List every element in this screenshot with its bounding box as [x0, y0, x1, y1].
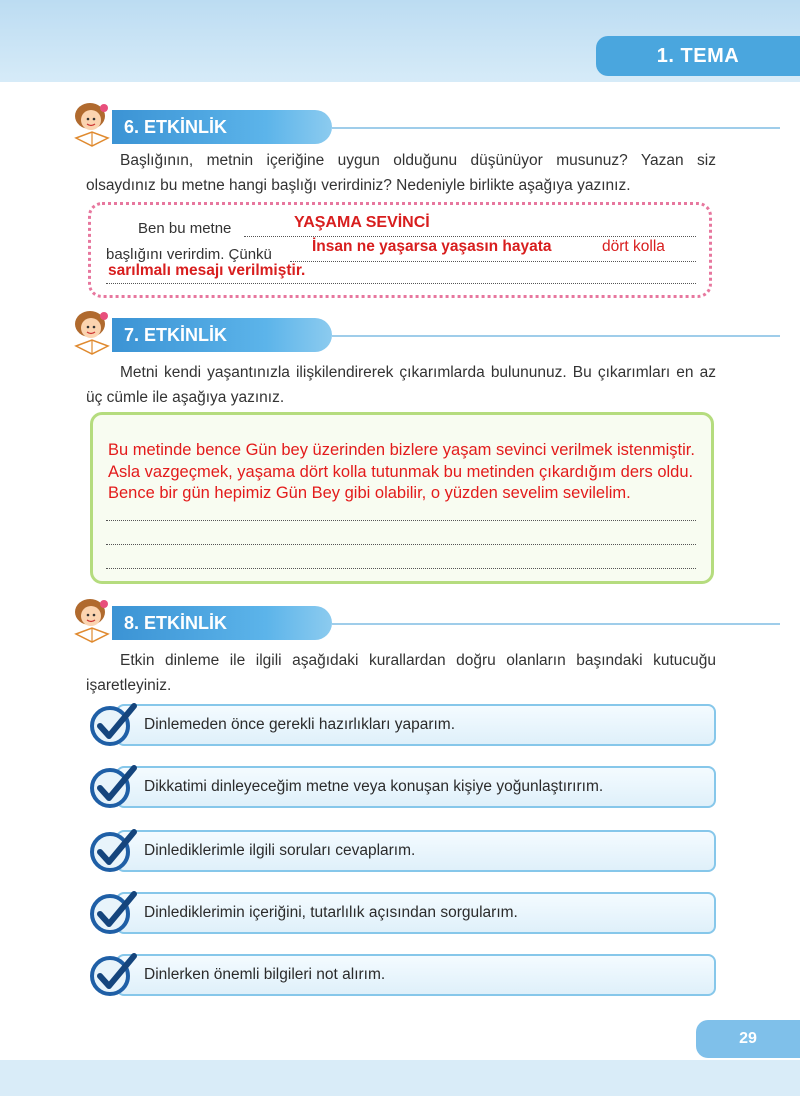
answer-line	[106, 520, 696, 521]
checkbox-checked-icon[interactable]	[88, 950, 140, 1000]
activity-6-title: 6. ETKİNLİK	[112, 110, 332, 144]
checkbox-checked-icon[interactable]	[88, 762, 140, 812]
rule-item[interactable]	[88, 826, 716, 874]
checkbox-checked-icon[interactable]	[88, 888, 140, 938]
activity-7-title: 7. ETKİNLİK	[112, 318, 332, 352]
activity-8-title: 8. ETKİNLİK	[112, 606, 332, 640]
rule-text: Dikkatimi dinleyeceğim metne veya konuşan kişiye yoğunlaştırırım.	[144, 778, 604, 795]
rule-text: Dinlerken önemli bilgileri not alırım.	[144, 966, 386, 983]
answer-line	[290, 261, 696, 262]
answer-reason-bold-2[interactable]: sarılmalı mesajı verilmiştir.	[108, 262, 306, 279]
activity-7-answer-text[interactable]: Bu metinde bence Gün bey üzerinden bizlere yaşam sevinci verilmek istenmiştir. Asla vazgeçmek, yaşama dört kolla tutunmak bu metinden çıkardığım ders oldu. Bence bir gün hepimiz Gün Bey gibi olabilir, o yüzden sevelim sevilelim.	[108, 441, 695, 502]
header-rule	[332, 335, 780, 337]
activity-6-prompt: Başlığının, metnin içeriğine uygun olduğunu düşünüyor musunuz? Yazan siz olsaydınız bu metne hangi başlığı verirdiniz? Nedeniyle birlikte aşağıya yazınız.	[86, 152, 716, 194]
answer-line	[244, 236, 696, 237]
answer-title[interactable]: YAŞAMA SEVİNCİ	[294, 214, 430, 231]
rule-item[interactable]	[88, 950, 716, 998]
checkbox-checked-icon[interactable]	[88, 700, 140, 750]
page-number: 29	[696, 1020, 800, 1058]
activity-6-header	[64, 96, 724, 156]
answer-line	[106, 568, 696, 569]
activity-8-header	[64, 592, 724, 652]
answer-line	[106, 283, 696, 284]
rule-text: Dinlediklerimle ilgili soruları cevaplarım.	[144, 842, 416, 859]
header-rule	[332, 127, 780, 129]
rule-text: Dinlemeden önce gerekli hazırlıkları yaparım.	[144, 716, 455, 733]
activity-8-prompt: Etkin dinleme ile ilgili aşağıdaki kurallardan doğru olanların başındaki kutucuğu işaretleyiniz.	[86, 652, 716, 694]
answer-reason-bold[interactable]: İnsan ne yaşarsa yaşasın hayata	[312, 238, 552, 255]
rule-item[interactable]	[88, 888, 716, 936]
label-basligini-verirdim: başlığını verirdim. Çünkü	[106, 246, 272, 263]
rule-item[interactable]	[88, 700, 716, 748]
label-ben-bu-metne: Ben bu metne	[138, 220, 232, 237]
activity-7-header	[64, 304, 724, 364]
rule-text: Dinlediklerimin içeriğini, tutarlılık açısından sorgularım.	[144, 904, 518, 921]
theme-tab: 1. TEMA	[596, 36, 800, 76]
bottom-band	[0, 1060, 800, 1096]
activity-7-prompt: Metni kendi yaşantınızla ilişkilendirerek çıkarımlarda bulununuz. Bu çıkarımları en az üç cümle ile aşağıya yazınız.	[86, 364, 716, 406]
rule-item[interactable]	[88, 762, 716, 810]
checkbox-checked-icon[interactable]	[88, 826, 140, 876]
answer-reason-normal[interactable]: dört kolla	[602, 238, 665, 255]
answer-line	[106, 544, 696, 545]
header-rule	[332, 623, 780, 625]
